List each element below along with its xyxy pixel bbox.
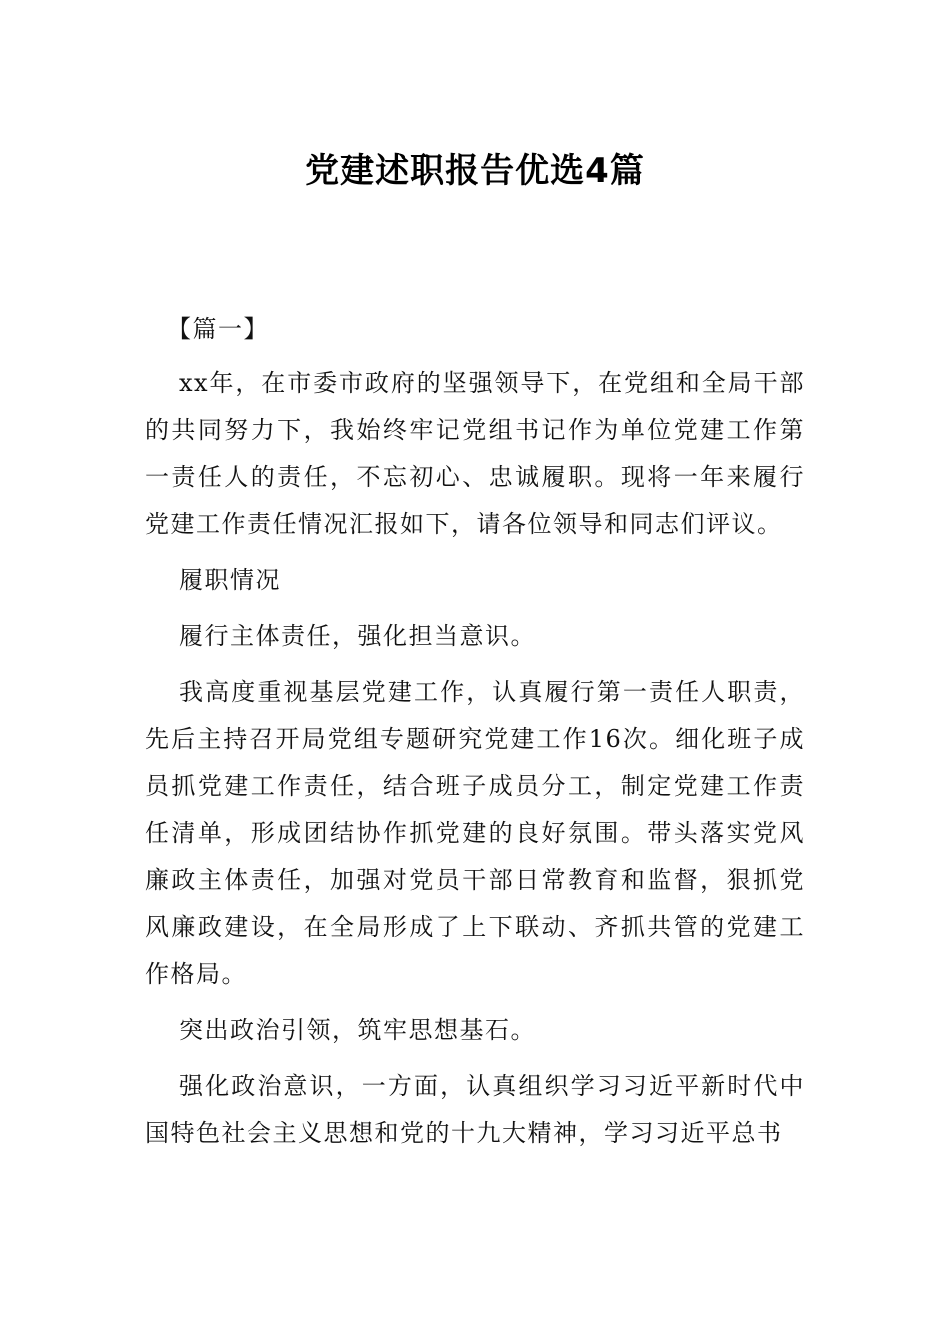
subheading: 突出政治引领，筑牢思想基石。 xyxy=(179,1016,536,1044)
document-body xyxy=(145,306,805,1166)
paragraph: 我高度重视基层党建工作，认真履行第一责任人职责，先后主持召开局党组专题研究党建工作16次。细化班子成员抓党建工作责任，结合班子成员分工，制定党建工作责任清单，形成团结协作抓党建的良好氛围。带头落实党风廉政主体责任，加强对党员干部日常教育和监督，狠抓党风廉政建设，在全局形成了上下联动、齐抓共管的党建工作格局。 xyxy=(145,678,805,988)
paragraph: 强化政治意识，一方面，认真组织学习习近平新时代中国特色社会主义思想和党的十九大精神，学习习近平总书 xyxy=(145,1072,805,1147)
subheading: 履行主体责任，强化担当意识。 xyxy=(179,622,536,650)
document-title: 党建述职报告优选4篇 xyxy=(305,151,645,191)
paragraph: xx年，在市委市政府的坚强领导下，在党组和全局干部的共同努力下，我始终牢记党组书记作为单位党建工作第一责任人的责任，不忘初心、忠诚履职。现将一年来履行党建工作责任情况汇报如下，请各位领导和同志们评议。 xyxy=(145,369,805,538)
subheading: 履职情况 xyxy=(179,566,281,594)
section-label: 【篇一】 xyxy=(167,315,269,343)
